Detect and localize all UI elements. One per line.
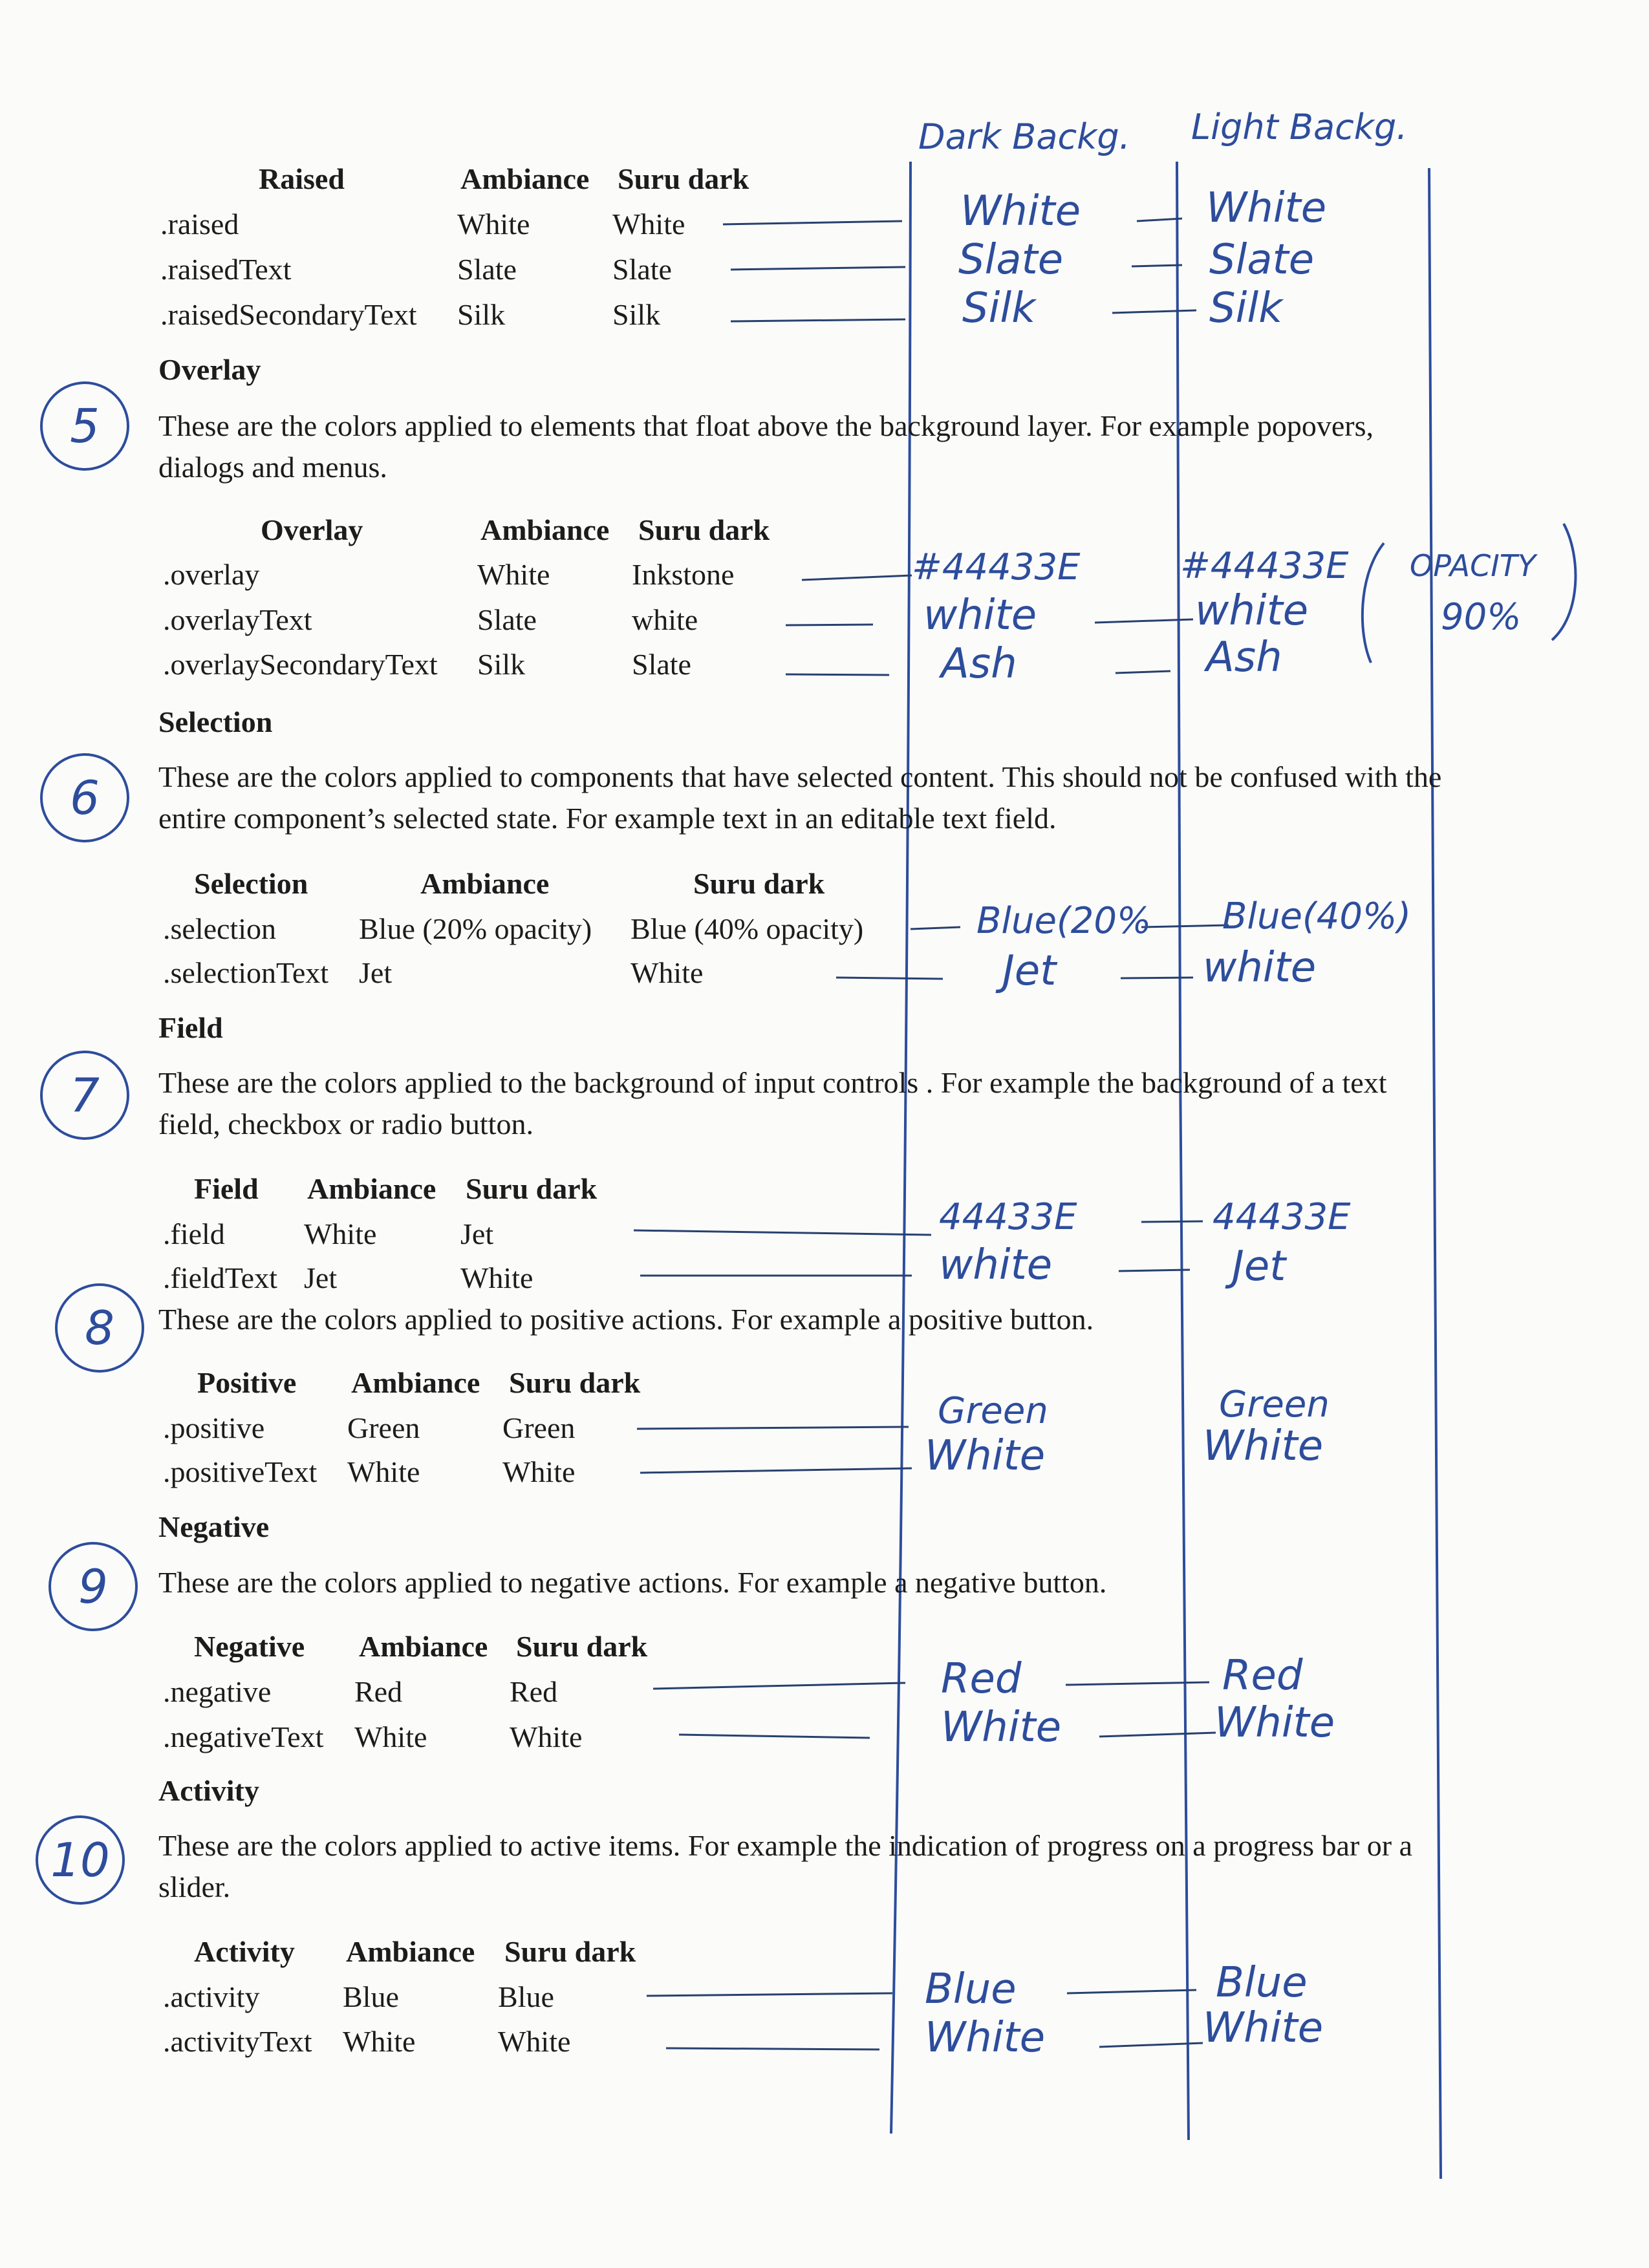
- handwritten-note: White: [1206, 184, 1327, 232]
- table-cell: .field: [163, 1217, 225, 1250]
- table-cell: .raisedText: [160, 253, 292, 286]
- table-cell: White: [304, 1217, 377, 1250]
- table-cell: White: [498, 2025, 571, 2058]
- section-description: These are the colors applied to positive actions. For example a positive button.: [158, 1303, 1094, 1336]
- handwritten-note: White: [1214, 1699, 1335, 1747]
- table-header: Selection: [194, 867, 308, 900]
- handwritten-note: White: [1203, 2004, 1324, 2052]
- section-title-field: Field: [158, 1011, 223, 1044]
- handwritten-note: Blue(20%: [976, 900, 1152, 942]
- table-header: Ambiance: [480, 513, 610, 546]
- table-header: Ambiance: [420, 867, 550, 900]
- leader-line: [634, 1230, 931, 1235]
- overlay-bracket-right: [1552, 524, 1575, 640]
- leader-line: [653, 1683, 905, 1689]
- leader-line: [640, 1468, 912, 1473]
- leader-line: [1141, 925, 1229, 927]
- table-header: Field: [194, 1172, 259, 1205]
- table-cell: Blue (20% opacity): [359, 912, 592, 945]
- leader-line: [637, 1427, 909, 1429]
- table-cell: .activityText: [163, 2025, 312, 2058]
- table-header: Overlay: [261, 513, 363, 546]
- handwritten-note: Slate: [958, 236, 1064, 284]
- handwritten-note: 90%: [1441, 596, 1522, 638]
- table-cell: .raisedSecondaryText: [160, 298, 417, 331]
- table-cell: White: [630, 956, 704, 989]
- leader-line: [1116, 671, 1170, 673]
- table-cell: white: [632, 603, 698, 636]
- table-cell: Jet: [359, 956, 393, 989]
- table-cell: White: [502, 1455, 576, 1488]
- handwritten-note: Ash: [1206, 634, 1282, 681]
- leader-line: [911, 927, 960, 929]
- table-header: Suru dark: [509, 1366, 641, 1399]
- table-cell: .activity: [163, 1980, 260, 2013]
- table-cell: Slate: [477, 603, 537, 636]
- handwritten-note: #44433E: [1180, 545, 1349, 587]
- table-header: Ambiance: [307, 1172, 436, 1205]
- section-description: These are the colors applied to elements that float above the background layer. For example popovers, dialogs and menus.: [158, 409, 1374, 484]
- handwritten-note: white: [939, 1241, 1053, 1289]
- handwritten-note: Blue(40%): [1222, 895, 1412, 937]
- table-header: Suru dark: [638, 513, 770, 546]
- table-header: Ambiance: [346, 1935, 475, 1968]
- handwritten-note: #44433E: [912, 546, 1081, 588]
- table-cell: White: [460, 1261, 534, 1294]
- leader-line: [1099, 1733, 1216, 1737]
- handwritten-circled-number: 9: [48, 1542, 138, 1631]
- handwritten-note: 44433E: [939, 1196, 1077, 1238]
- section-description: These are the colors applied to negative actions. For example a negative button.: [158, 1566, 1107, 1599]
- table-cell: .positive: [163, 1411, 265, 1444]
- leader-line: [731, 267, 905, 270]
- handwritten-note: Jet: [1002, 947, 1057, 995]
- section-description: These are the colors applied to components that have selected content. This should not be confused with the entire component’s selected state. For example text in an editable text field.: [158, 760, 1442, 835]
- handwritten-note: Slate: [1209, 236, 1315, 284]
- handwritten-note: Ash: [941, 640, 1017, 688]
- handwritten-note: Green: [1219, 1384, 1330, 1426]
- handwritten-light-background-heading: Light Backg.: [1191, 107, 1408, 147]
- table-cell: .positiveText: [163, 1455, 318, 1488]
- leader-line: [647, 1993, 892, 1996]
- handwritten-note: Green: [938, 1390, 1048, 1432]
- table-cell: .selection: [163, 912, 276, 945]
- table-cell: .selectionText: [163, 956, 329, 989]
- section-description: These are the colors applied to active items. For example the indication of progress on a progress bar or a slider.: [158, 1829, 1413, 1903]
- section-title-negative: Negative: [158, 1510, 270, 1543]
- table-cell: White: [477, 558, 550, 591]
- table-cell: Red: [510, 1675, 558, 1708]
- table-cell: Silk: [477, 648, 526, 681]
- leader-line: [1132, 265, 1182, 266]
- table-cell: Green: [347, 1411, 420, 1444]
- table-cell: White: [347, 1455, 420, 1488]
- overlay-bracket-left: [1363, 543, 1384, 663]
- table-header: Suru dark: [516, 1630, 648, 1663]
- table-cell: Slate: [612, 253, 672, 286]
- handwritten-circled-number: 10: [36, 1815, 125, 1905]
- handwritten-note: White: [925, 1432, 1046, 1480]
- table-cell: .negativeText: [163, 1720, 324, 1753]
- table-cell: White: [343, 2025, 416, 2058]
- table-cell: White: [510, 1720, 583, 1753]
- table-cell: Silk: [457, 298, 506, 331]
- handwritten-note: Jet: [1232, 1243, 1286, 1290]
- handwritten-note: white: [1195, 587, 1309, 635]
- table-cell: Red: [354, 1675, 403, 1708]
- section-title-selection: Selection: [158, 705, 273, 738]
- handwritten-note: White: [925, 2014, 1046, 2062]
- table-header: Ambiance: [359, 1630, 488, 1663]
- handwritten-circled-number: 6: [40, 753, 129, 842]
- table-cell: .negative: [163, 1675, 272, 1708]
- leader-line: [786, 674, 889, 675]
- handwritten-dark-background-heading: Dark Backg.: [918, 116, 1130, 157]
- leader-line: [731, 319, 905, 321]
- leader-line: [1066, 1682, 1209, 1685]
- handwritten-note: Silk: [962, 284, 1036, 332]
- table-header: Activity: [194, 1935, 295, 1968]
- leader-line: [723, 221, 902, 224]
- table-cell: Blue (40% opacity): [630, 912, 864, 945]
- table-cell: Green: [502, 1411, 576, 1444]
- table-cell: White: [612, 208, 685, 241]
- table-cell: .raised: [160, 208, 239, 241]
- section-title-overlay: Overlay: [158, 353, 261, 386]
- handwritten-note: white: [1203, 944, 1317, 992]
- table-cell: Jet: [460, 1217, 494, 1250]
- table-cell: .fieldText: [163, 1261, 277, 1294]
- leader-line: [1141, 1221, 1203, 1222]
- handwritten-note: Red: [941, 1655, 1022, 1703]
- section-description: These are the colors applied to the background of input controls . For example the background of a text field, checkbox or radio button.: [158, 1066, 1387, 1140]
- table-cell: White: [457, 208, 530, 241]
- table-header: Negative: [194, 1630, 305, 1663]
- table-cell: Jet: [304, 1261, 338, 1294]
- table-header: Suru dark: [466, 1172, 598, 1205]
- table-cell: .overlayText: [163, 603, 312, 636]
- table-header: Ambiance: [460, 162, 590, 195]
- leader-line: [666, 2048, 879, 2049]
- table-header: Suru dark: [504, 1935, 636, 1968]
- handwritten-note: Silk: [1209, 284, 1283, 332]
- table-cell: Silk: [612, 298, 661, 331]
- table-cell: .overlaySecondaryText: [163, 648, 438, 681]
- table-header: Positive: [197, 1366, 297, 1399]
- table-cell: Blue: [498, 1980, 554, 2013]
- handwritten-note: OPACITY: [1410, 548, 1536, 583]
- handwritten-note: White: [960, 187, 1081, 235]
- leader-line: [1119, 1270, 1190, 1271]
- leader-line: [802, 575, 912, 580]
- handwritten-note: White: [1203, 1422, 1324, 1470]
- leader-line: [679, 1735, 870, 1738]
- handwritten-circled-number: 5: [40, 381, 129, 471]
- table-header: Suru dark: [693, 867, 825, 900]
- leader-line: [836, 978, 943, 979]
- table-cell: Blue: [343, 1980, 399, 2013]
- leader-line: [1112, 310, 1196, 313]
- table-cell: Slate: [632, 648, 691, 681]
- table-header: Raised: [259, 162, 345, 195]
- leader-line: [1137, 219, 1182, 221]
- handwritten-circled-number: 7: [40, 1051, 129, 1140]
- table-cell: Slate: [457, 253, 517, 286]
- handwritten-note: Blue: [925, 1965, 1017, 2013]
- section-title-activity: Activity: [158, 1774, 259, 1807]
- handwritten-note: White: [941, 1704, 1062, 1751]
- handwritten-note: white: [923, 592, 1037, 639]
- table-header: Suru dark: [618, 162, 749, 195]
- handwritten-note: Red: [1222, 1652, 1303, 1700]
- table-cell: .overlay: [163, 558, 260, 591]
- handwritten-note: Blue: [1216, 1959, 1308, 2007]
- leader-line: [1067, 1990, 1196, 1993]
- table-cell: Inkstone: [632, 558, 735, 591]
- handwritten-note: 44433E: [1212, 1196, 1351, 1238]
- handwritten-circled-number: 8: [55, 1283, 144, 1373]
- table-header: Ambiance: [351, 1366, 480, 1399]
- table-cell: White: [354, 1720, 427, 1753]
